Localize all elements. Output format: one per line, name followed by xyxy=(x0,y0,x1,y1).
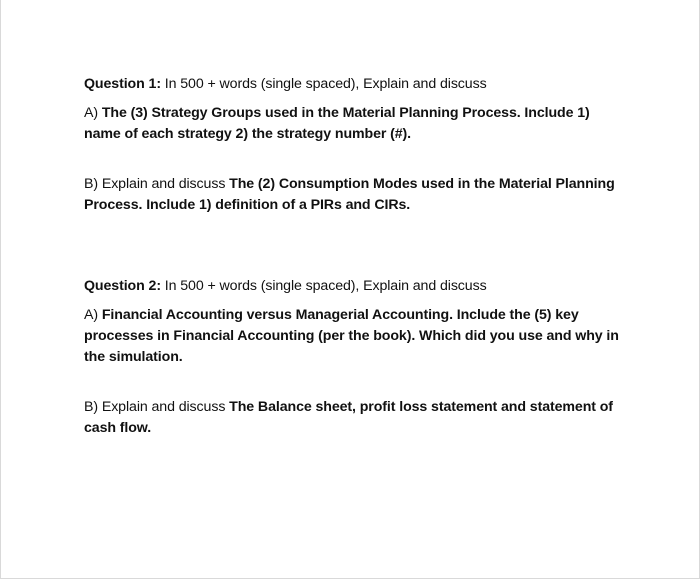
question-1-label: Question 1: xyxy=(84,76,161,92)
question-2-part-a-text: Financial Accounting versus Managerial Accounting. Include the (5) key processes in Financial Accounting (per the book). Which did you use and why in the simulation. xyxy=(84,307,619,365)
question-1-prompt: In 500 + words (single spaced), Explain and discuss xyxy=(160,76,487,92)
spacer xyxy=(84,145,624,174)
question-2-part-b-prefix: B) Explain and discuss xyxy=(84,399,230,415)
question-1-part-a-text: The (3) Strategy Groups used in the Material Planning Process. Include 1) name of each strategy 2) the strategy number (#). xyxy=(84,105,590,142)
question-1-part-b-text: The (2) Consumption Modes used in the Material Planning Process. Include 1) definition of a PIRs and CIRs. xyxy=(84,176,615,213)
question-2-part-b xyxy=(84,397,624,439)
question-1-part-a xyxy=(84,103,624,145)
question-2-part-b-text: The Balance sheet, profit loss statement and statement of cash flow. xyxy=(84,399,613,436)
question-2-part-a-prefix: A) xyxy=(84,307,102,323)
question-1-part-a-prefix: A) xyxy=(84,105,102,121)
question-1-part-b xyxy=(84,174,624,216)
question-2-heading xyxy=(84,276,624,297)
document-content xyxy=(84,74,624,439)
question-2-part-a xyxy=(84,305,624,368)
question-2-prompt: In 500 + words (single spaced), Explain and discuss xyxy=(160,278,487,294)
spacer xyxy=(84,216,624,276)
question-1-heading xyxy=(84,74,624,95)
spacer xyxy=(84,368,624,397)
question-1-part-b-prefix: B) Explain and discuss xyxy=(84,176,230,192)
question-2-label: Question 2: xyxy=(84,278,161,294)
